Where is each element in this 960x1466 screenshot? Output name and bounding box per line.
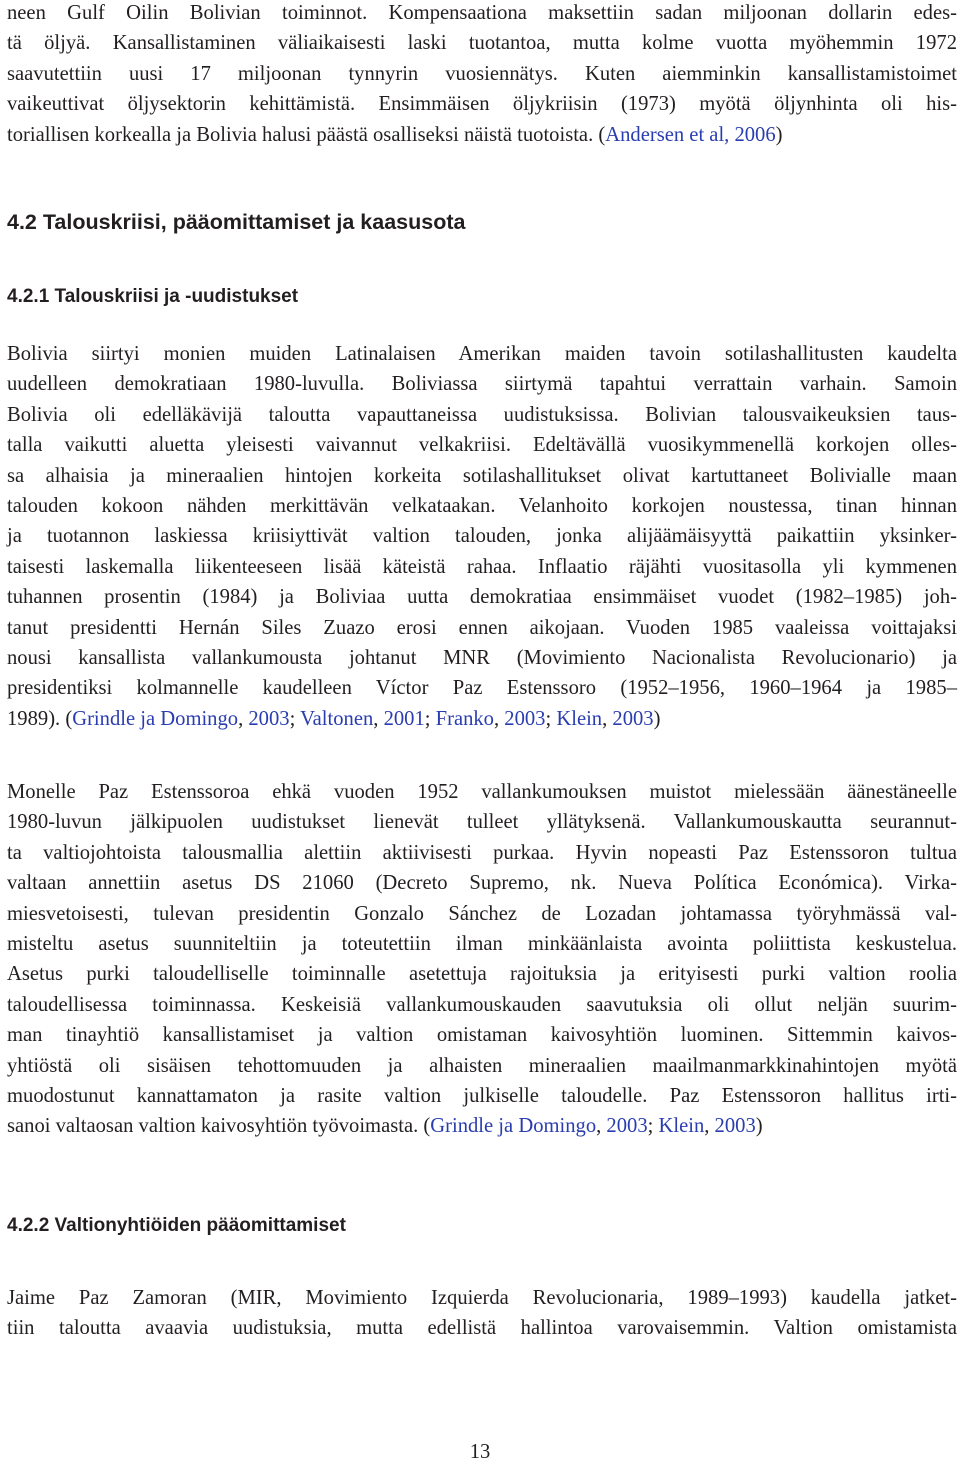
text-line: valtaan annettiin asetus DS 21060 (Decreto Supremo, nk. Nueva Política Económica). Virka- <box>7 872 957 895</box>
text-line: Bolivia oli edelläkävijä taloutta vapauttaneissa uudistuksissa. Bolivian talousvaikeuksien taus- <box>7 403 957 426</box>
citation-link[interactable]: 2003 <box>248 707 290 730</box>
text-line: Asetus purki taloudelliselle toiminnalle asetettuja rajoituksia ja erityisesti purki valtion roolia <box>7 963 957 986</box>
text-line: tiin taloutta avaavia uudistuksia, mutta edellistä hallintoa varovaisemmin. Valtion omistamista <box>7 1317 957 1340</box>
text-line: presidentiksi kolmannelle kaudelleen Víctor Paz Estenssoro (1952–1956, 1960–1964 ja 1985– <box>7 677 957 700</box>
text-line: Monelle Paz Estenssoroa ehkä vuoden 1952 vallankumouksen muistot mielessään äänestäneelle <box>7 781 957 803</box>
text-line: neen Gulf Oilin Bolivian toiminnot. Kompensaationa maksettiin sadan miljoonan dollarin edes- <box>7 2 957 24</box>
text-line: talouden kokoon nähden merkittävän velkataakan. Velanhoito korkojen noustessa, tinan hinnan <box>7 495 957 518</box>
text-line: 1980-luvun jälkipuolen uudistukset lienevät tulleet yllätyksenä. Vallankumouskautta seurannut- <box>7 811 957 834</box>
text-line: ja tuotannon laskiessa kriisiyttivät valtion talouden, jonka alijäämäisyyttä paikattiin yksinker- <box>7 525 957 548</box>
subsection-heading: 4.2.1 Talouskriisi ja -uudistukset <box>7 286 299 307</box>
text-line: man tinayhtiö kansallistamiset ja valtion omistaman kaivosyhtiön luominen. Sittemmin kaivos- <box>7 1024 957 1047</box>
text-line: tanut presidentti Hernán Siles Zuazo erosi ennen aikojaan. Vuoden 1985 vaaleissa voittajaksi <box>7 616 957 639</box>
page-number: 13 <box>469 1441 491 1463</box>
section-heading: 4.2 Talouskriisi, pääomittamiset ja kaasusota <box>7 210 466 234</box>
paragraph <box>7 339 957 734</box>
text-line: Bolivia siirtyi monien muiden Latinalaisen Amerikan maiden tavoin sotilashallitusten kaudelta <box>7 343 957 365</box>
text-segment: ) <box>775 123 783 146</box>
citation-link[interactable]: 2003 <box>714 1115 756 1138</box>
text-line: Jaime Paz Zamoran (MIR, Movimiento Izquierda Revolucionaria, 1989–1993) kaudella jatket- <box>7 1287 957 1309</box>
text-segment: toriallisen korkealla ja Bolivia halusi päästä osalliseksi näistä tuotoista. ( <box>7 123 606 146</box>
text-line: miesvetoisesti, tulevan presidentin Gonzalo Sánchez de Lozadan johtamassa työryhmässä val- <box>7 902 957 925</box>
citation-link[interactable]: 2001 <box>383 707 425 730</box>
citation-link[interactable]: 2003 <box>612 707 654 730</box>
text-line-last: sanoi valtaosan valtion kaivosyhtiön työvoimasta. (Grindle ja Domingo, 2003; Klein, 2003) <box>7 1115 763 1138</box>
text-line: tä öljyä. Kansallistaminen väliaikaisesti laski tuotantoa, mutta kolme vuotta myöhemmin 1972 <box>7 32 957 55</box>
paragraph <box>7 1283 957 1344</box>
citation-link[interactable]: Klein <box>658 1115 705 1138</box>
section-4-2-1-paragraph-2 <box>7 777 957 1142</box>
text-segment: sanoi valtaosan valtion kaivosyhtiön työvoimasta. ( <box>7 1115 431 1138</box>
paragraph <box>7 0 957 150</box>
text-segment: ) <box>653 707 661 730</box>
section-4-2-1-paragraph-1 <box>7 339 957 734</box>
intro-paragraph <box>7 0 957 150</box>
section-4-2-2-paragraph-1 <box>7 1283 957 1344</box>
text-line: saavutettiin uusi 17 miljoonan tynnyrin vuosiennätys. Kuten aiemminkin kansallistamistoimet <box>7 62 957 85</box>
text-line: talla vaikutti aluetta yleisesti vaivannut velkakriisi. Edeltävällä vuosikymmenellä korkojen olles- <box>7 434 957 457</box>
citation-link[interactable]: Grindle ja Domingo <box>72 707 239 730</box>
text-line: taisesti laskemalla liikenteeseen lisää käteistä rahaa. Inflaatio räjähti vuositasolla yli kymmenen <box>7 555 957 578</box>
subsection-heading: 4.2.2 Valtionyhtiöiden pääomittamiset <box>7 1215 346 1236</box>
citation-link[interactable]: Andersen et al, 2006 <box>605 123 776 146</box>
text-line: tuhannen prosentin (1984) ja Boliviaa uutta demokratiaa ensimmäiset vuodet (1982–1985) joh- <box>7 586 957 609</box>
text-line: sa alhaisia ja mineraalien hintojen korkeita sotilashallitukset olivat kartuttaneet Bolivialle maan <box>7 464 957 487</box>
text-segment: ) <box>755 1115 763 1138</box>
citation-link[interactable]: 2003 <box>504 707 546 730</box>
citation-link[interactable]: Klein <box>556 707 603 730</box>
text-line: uudelleen demokratiaan 1980-luvulla. Boliviassa siirtymä tapahtui verrattain varhain. Samoin <box>7 373 957 396</box>
citation-link[interactable]: 2003 <box>606 1115 648 1138</box>
citation-link[interactable]: Grindle ja Domingo <box>430 1115 597 1138</box>
citation-link[interactable]: Franko <box>435 707 494 730</box>
text-line: muodostunut kannattamaton ja rasite valtion julkiselle taloudelle. Paz Estenssoron hallitus irti- <box>7 1085 957 1108</box>
text-line: yhtiöstä oli sisäisen tehottomuuden ja alhaisten mineraalien maailmanmarkkinahintojen myötä <box>7 1054 957 1077</box>
text-line: taloudellisessa toiminnassa. Keskeisiä vallankumouskauden saavutuksia oli ollut neljän suurim- <box>7 993 957 1016</box>
text-line-last <box>7 120 957 150</box>
text-line: ta valtiojohtoista talousmallia alettiin aktiivisesti purkaa. Hyvin nopeasti Paz Estenssoron tultua <box>7 841 957 864</box>
paragraph <box>7 777 957 1142</box>
text-line: vaikeuttivat öljysektorin kehittämistä. Ensimmäisen öljykriisin (1973) myötä öljynhinta oli his- <box>7 93 957 116</box>
text-line: nousi kansallista vallankumousta johtanut MNR (Movimiento Nacionalista Revolucionario) ja <box>7 647 957 670</box>
text-segment: 1989). ( <box>7 707 73 730</box>
text-line-last: 1989). (Grindle ja Domingo, 2003; Valtonen, 2001; Franko, 2003; Klein, 2003) <box>7 707 661 730</box>
citation-link[interactable]: Valtonen <box>300 707 374 730</box>
text-line: misteltu asetus suunniteltiin ja toteutettiin ilman minkäänlaista avointa poliittista keskustelua. <box>7 933 957 956</box>
